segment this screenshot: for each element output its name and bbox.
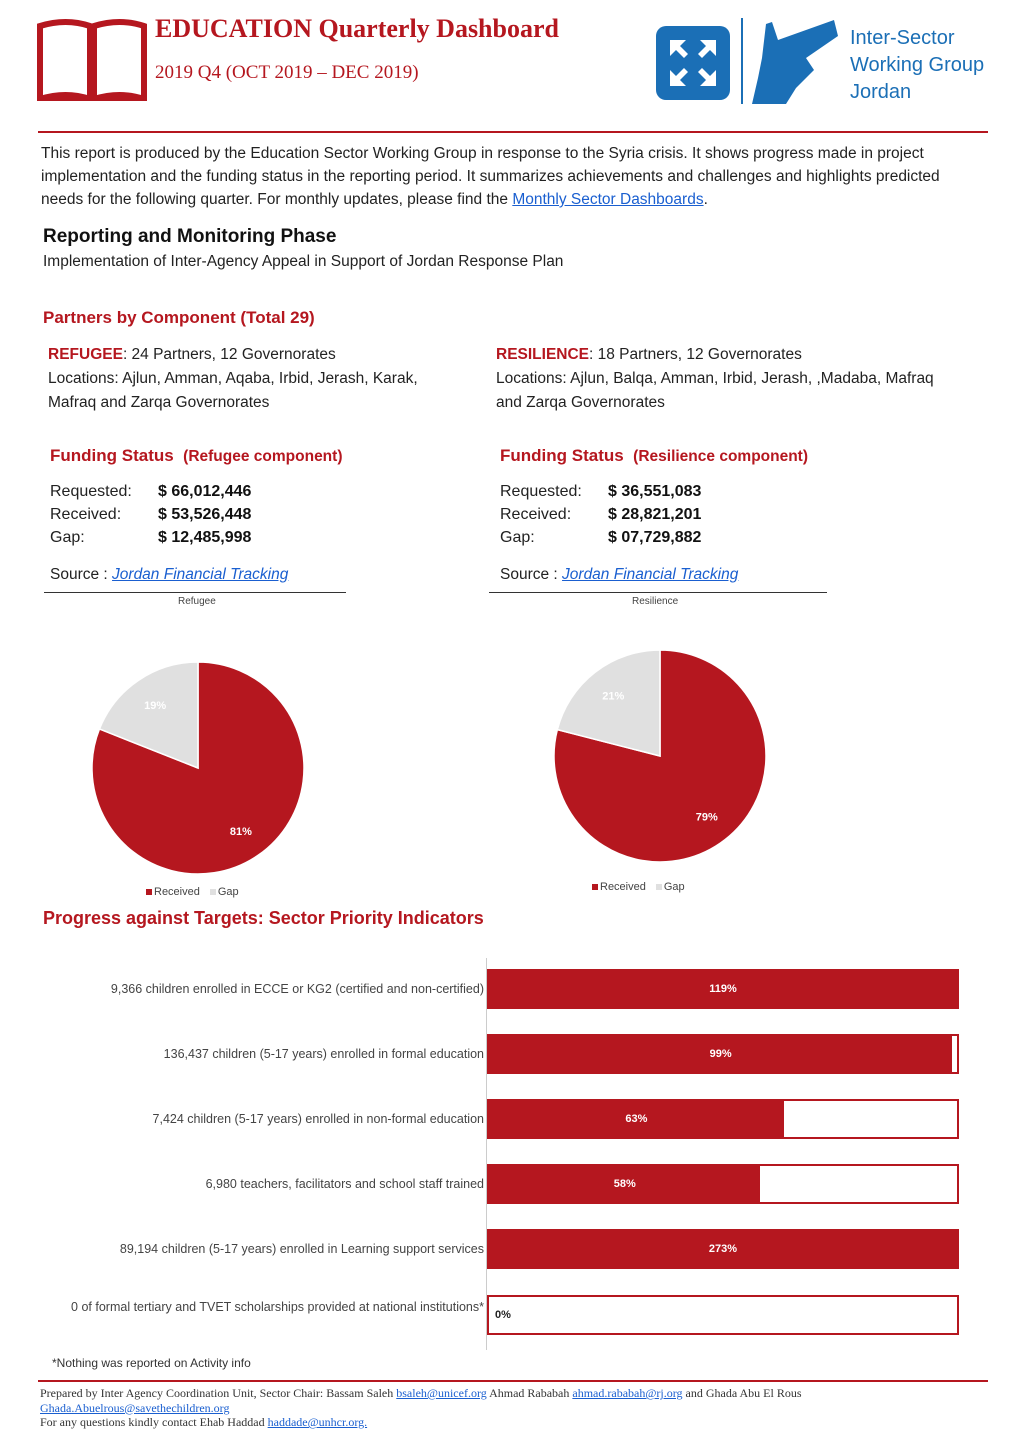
legend-label: Gap [217, 886, 239, 898]
bar-value-label: 99% [709, 1048, 732, 1060]
legend-item-received [146, 886, 200, 898]
funding-component-text: (Resilience component) [633, 448, 809, 465]
resilience-locations: Locations: Ajlun, Balqa, Amman, Irbid, Jerash, ,Madaba, Mafraq and Zarqa Governorates [496, 370, 934, 411]
logo-text [850, 25, 984, 106]
email-link[interactable]: ahmad.rababah@rj.org [572, 1386, 683, 1400]
intro-text: This report is produced by the Education Sector Working Group in response to the Syria crisis. It shows progress made in project implementation and the funding status in the reporting period. It summarizes achievements and challenges and highlights predicted needs for the following quarter. For monthly updates, please find the [41, 145, 940, 208]
intro-paragraph [41, 142, 986, 211]
email-link[interactable]: Ghada.Abuelrous@savethechildren.org [40, 1400, 230, 1415]
requested-label: Requested: [500, 483, 582, 500]
funding-row-received [500, 503, 701, 526]
received-value: $ 28,821,201 [608, 506, 702, 523]
funding-row-requested [50, 480, 251, 503]
requested-label: Requested: [50, 483, 132, 500]
funding-row-gap [500, 526, 701, 549]
progress-heading: Progress against Targets: Sector Priority Indicators [43, 908, 484, 928]
resilience-component-block [496, 343, 936, 415]
refugee-pie-title: Refugee [178, 596, 216, 607]
refugee-label: REFUGEE [48, 346, 123, 363]
pie-data-label: 19% [144, 699, 167, 712]
gap-value: $ 07,729,882 [608, 529, 702, 546]
resilience-funding-heading [500, 446, 808, 466]
requested-value: $ 36,551,083 [608, 483, 702, 500]
resilience-source-divider [489, 592, 827, 593]
pie-data-label: 81% [229, 826, 252, 839]
funding-row-received [50, 503, 251, 526]
refugee-source-divider [44, 592, 346, 593]
refugee-locations: Locations: Ajlun, Amman, Aqaba, Irbid, Jerash, Karak, Mafraq and Zarqa Governorates [48, 370, 418, 411]
pie-data-label: 79% [695, 811, 718, 824]
legend-swatch [210, 889, 216, 895]
source-label: Source : [50, 566, 113, 583]
requested-value: $ 66,012,446 [158, 483, 252, 500]
footer-text: and Ghada Abu El Rous [682, 1386, 802, 1400]
bar-label: 89,194 children (5-17 years) enrolled in Learning support services [119, 1242, 484, 1256]
resilience-funding-table [500, 480, 701, 549]
refugee-summary-text: : 24 Partners, 12 Governorates [122, 346, 336, 363]
footer-prepared: Prepared by Inter Agency Coordination Unit, Sector Chair: Bassam Saleh [40, 1386, 397, 1400]
footer-divider [38, 1380, 988, 1382]
resilience-pie-legend [592, 881, 685, 893]
bar-frame [487, 1295, 959, 1335]
gap-value: $ 12,485,998 [158, 529, 252, 546]
refugee-pie-legend [146, 886, 239, 898]
email-link[interactable]: haddade@unhcr.org. [267, 1415, 368, 1429]
bar-value-label: 0% [495, 1309, 511, 1321]
phase-heading: Reporting and Monitoring Phase [43, 226, 337, 247]
footer-text: Ahmad Rababah [486, 1386, 573, 1400]
refugee-summary [48, 343, 468, 367]
bar-label: 7,424 children (5-17 years) enrolled in non-formal education [152, 1112, 484, 1126]
refugee-source-link[interactable]: Jordan Financial Tracking [112, 566, 289, 583]
legend-label: Gap [663, 881, 685, 893]
bar-label: 9,366 children enrolled in ECCE or KG2 (certified and non-certified) [110, 982, 484, 996]
bar-frame [487, 969, 959, 1009]
refugee-source [50, 566, 288, 584]
resilience-summary-text: : 18 Partners, 12 Governorates [589, 346, 802, 363]
bar-value-label: 273% [708, 1243, 738, 1255]
phase-subheading: Implementation of Inter-Agency Appeal in Support of Jordan Response Plan [43, 253, 564, 270]
monthly-dashboards-link[interactable]: Monthly Sector Dashboards [512, 191, 704, 208]
bar-label: 0 of formal tertiary and TVET scholarships provided at national institutions* [71, 1300, 484, 1314]
chart-axis-line [486, 958, 487, 1350]
source-label: Source : [500, 566, 563, 583]
pie-data-label: 21% [602, 690, 625, 703]
page-title: EDUCATION Quarterly Dashboard [155, 14, 559, 43]
jordan-map-icon [748, 18, 840, 106]
book-icon [36, 16, 148, 102]
logo-text-line: Jordan [850, 81, 912, 103]
legend-label: Received [600, 881, 646, 893]
bar-value-label: 63% [625, 1113, 648, 1125]
funding-row-requested [500, 480, 701, 503]
funding-heading-text: Funding Status [50, 446, 174, 465]
logo-text-line: Inter-Sector [850, 27, 955, 49]
email-link[interactable]: bsaleh@unicef.org [396, 1386, 487, 1400]
legend-item-received [592, 881, 646, 893]
footer-contact [40, 1415, 985, 1430]
received-value: $ 53,526,448 [158, 506, 252, 523]
resilience-source [500, 566, 738, 584]
refugee-funding-heading [50, 446, 342, 466]
funding-row-gap [50, 526, 251, 549]
resilience-pie-chart [550, 646, 770, 866]
funding-heading-text: Funding Status [500, 446, 624, 465]
footer-questions: For any questions kindly contact Ehab Haddad [40, 1415, 268, 1429]
refugee-component-block [48, 343, 468, 415]
bar-frame [487, 1099, 959, 1139]
legend-swatch [656, 884, 662, 890]
inter-sector-logo-icon [656, 26, 730, 100]
refugee-pie-chart [88, 658, 308, 878]
resilience-source-link[interactable]: Jordan Financial Tracking [562, 566, 739, 583]
legend-item-gap [210, 886, 239, 898]
resilience-label: RESILIENCE [496, 346, 590, 363]
bar-value-label: 58% [613, 1178, 636, 1190]
page-subtitle: 2019 Q4 (OCT 2019 – DEC 2019) [155, 62, 419, 83]
footer-credits [40, 1386, 985, 1415]
header-divider [38, 131, 988, 133]
bar-value-label: 119% [709, 983, 737, 995]
bar-frame [487, 1229, 959, 1269]
gap-label: Gap: [50, 529, 85, 546]
legend-item-gap [656, 881, 685, 893]
refugee-funding-table [50, 480, 251, 549]
gap-label: Gap: [500, 529, 535, 546]
bar-label: 136,437 children (5-17 years) enrolled in formal education [163, 1047, 484, 1061]
header [0, 0, 1024, 135]
resilience-summary [496, 343, 936, 367]
bar-frame [487, 1034, 959, 1074]
footer [40, 1386, 985, 1430]
received-label: Received: [500, 506, 572, 523]
footnote: *Nothing was reported on Activity info [52, 1356, 251, 1370]
resilience-pie-title: Resilience [632, 596, 679, 607]
logo-divider [741, 18, 743, 104]
funding-component-text: (Refugee component) [183, 448, 343, 465]
logo-text-line: Working Group [850, 54, 985, 76]
legend-swatch [592, 884, 598, 890]
intro-tail: . [703, 191, 708, 208]
legend-label: Received [154, 886, 200, 898]
bar-frame [487, 1164, 959, 1204]
partners-heading: Partners by Component (Total 29) [43, 308, 315, 327]
received-label: Received: [50, 506, 122, 523]
legend-swatch [146, 889, 152, 895]
bar-label: 6,980 teachers, facilitators and school staff trained [205, 1177, 484, 1191]
progress-bar-chart [40, 950, 970, 1350]
